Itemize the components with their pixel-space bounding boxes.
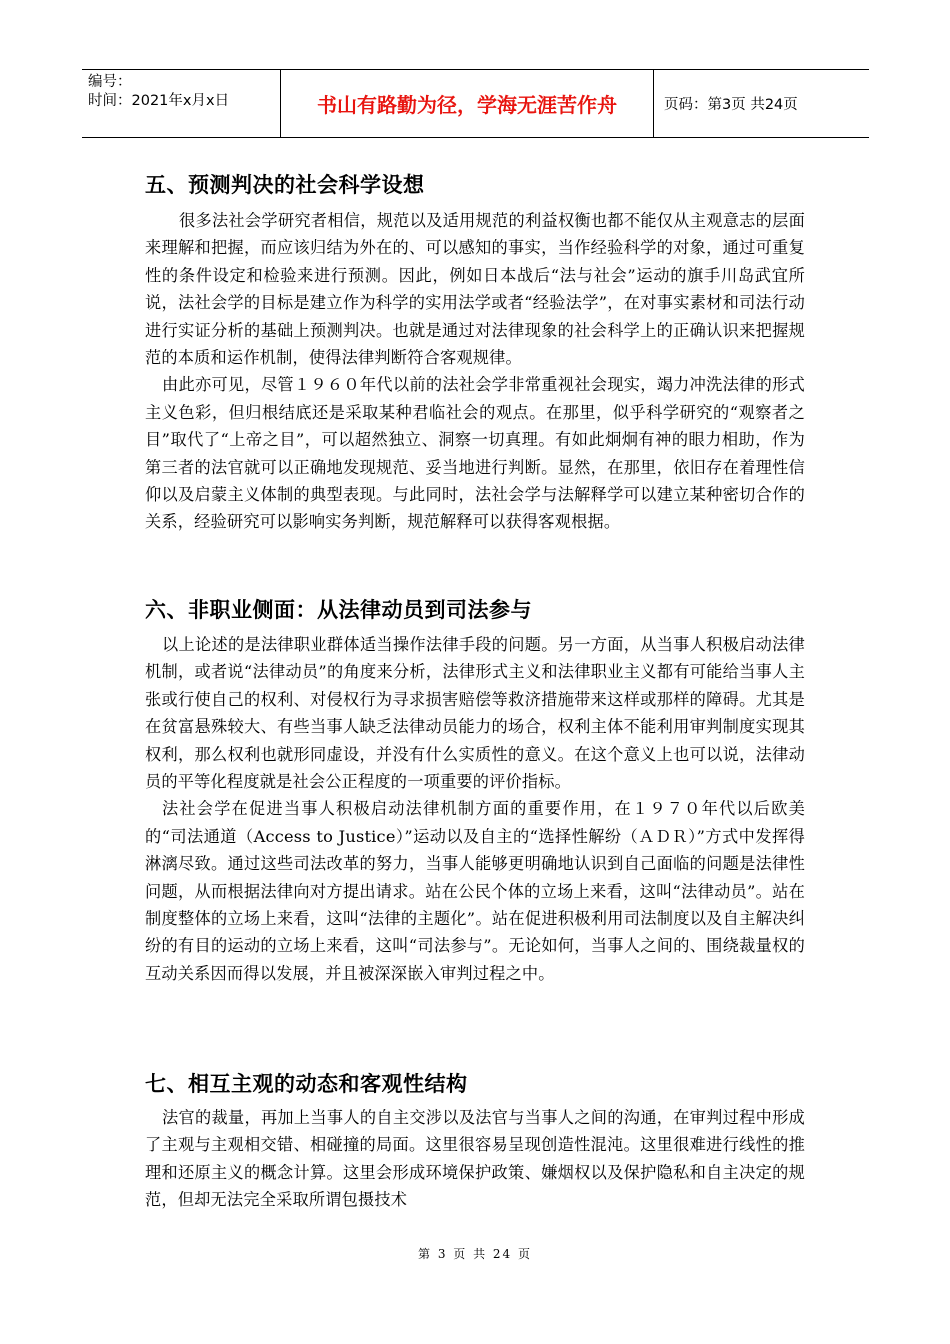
document-number-label: 编号：	[88, 74, 132, 90]
section-body-6	[145, 631, 805, 987]
section-body-7	[145, 1104, 805, 1214]
paragraph: 以上论述的是法律职业群体适当操作法律手段的问题。另一方面，从当事人积极启动法律机制，或者说“法律动员”的角度来分析，法律形式主义和法律职业主义都有可能给当事人主张或行使自己的权利、对侵权行为寻求损害赔偿等救济措施带来这样或那样的障碍。尤其是在贫富悬殊较大、有些当事人缺乏法律动员能力的场合，权利主体不能利用审判制度实现其权利，那么权利也就形同虚设，并没有什么实质性的意义。在这个意义上也可以说，法律动员的平等化程度就是社会公正程度的一项重要的评价指标。	[145, 635, 805, 792]
header-page-info: 页码：第3页 共24页	[664, 97, 798, 113]
paragraph: 很多法社会学研究者相信，规范以及适用规范的利益权衡也都不能仅从主观意志的层面来理解和把握，而应该归结为外在的、可以感知的事实，当作经验科学的对象，通过可重复性的条件设定和检验来进行预测。因此，例如日本战后“法与社会”运动的旗手川岛武宜所说，法社会学的目标是建立作为科学的实用法学或者“经验法学”，在对事实素材和司法行动进行实证分析的基础上预测判决。也就是通过对法律现象的社会科学上的正确认识来把握规范的本质和运作机制，使得法律判断符合客观规律。	[145, 211, 805, 368]
page-footer: 第 3 页 共 24 页	[418, 1247, 532, 1261]
paragraph: 法社会学在促进当事人积极启动法律机制方面的重要作用，在１９７０年代以后欧美的“司法通道（Access to Justice）”运动以及自主的“选择性解纷（ＡＤＲ）”方式中发挥得淋漓尽致。通过这些司法改革的努力，当事人能够更明确地认识到自己面临的问题是法律性问题，从而根据法律向对方提出请求。站在公民个体的立场上来看，这叫“法律动员”。站在制度整体的立场上来看，这叫“法律的主题化”。站在促进积极利用司法制度以及自主解决纠纷的有目的运动的立场上来看，这叫“司法参与”。无论如何，当事人之间的、围绕裁量权的互动关系因而得以发展，并且被深深嵌入审判过程之中。	[145, 799, 805, 983]
paragraph: 由此亦可见，尽管１９６０年代以前的法社会学非常重视社会现实，竭力冲洗法律的形式主义色彩，但归根结底还是采取某种君临社会的观点。在那里，似乎科学研究的“观察者之目”取代了“上帝之目”，可以超然独立、洞察一切真理。有如此炯炯有神的眼力相助，作为第三者的法官就可以正确地发现规范、妥当地进行判断。显然，在那里，依旧存在着理性信仰以及启蒙主义体制的典型表现。与此同时，法社会学与法解释学可以建立某种密切合作的关系，经验研究可以影响实务判断，规范解释可以获得客观根据。	[145, 375, 805, 532]
section-body-5	[145, 207, 805, 536]
section-heading-6: 六、非职业侧面：从法律动员到司法参与	[145, 598, 532, 622]
page-header	[82, 69, 869, 138]
paragraph: 法官的裁量，再加上当事人的自主交涉以及法官与当事人之间的沟通，在审判过程中形成了主观与主观相交错、相碰撞的局面。这里很容易呈现创造性混沌。这里很难进行线性的推理和还原主义的概念计算。这里会形成环境保护政策、嫌烟权以及保护隐私和自主决定的规范，但却无法完全采取所谓包摄技术	[145, 1108, 805, 1210]
header-meta	[82, 70, 280, 137]
section-heading-5: 五、预测判决的社会科学设想	[145, 173, 425, 197]
section-heading-7: 七、相互主观的动态和客观性结构	[145, 1072, 468, 1096]
header-motto: 书山有路勤为径，学海无涯苦作舟	[280, 70, 654, 137]
document-date: 时间：2021年x月x日	[88, 93, 230, 109]
